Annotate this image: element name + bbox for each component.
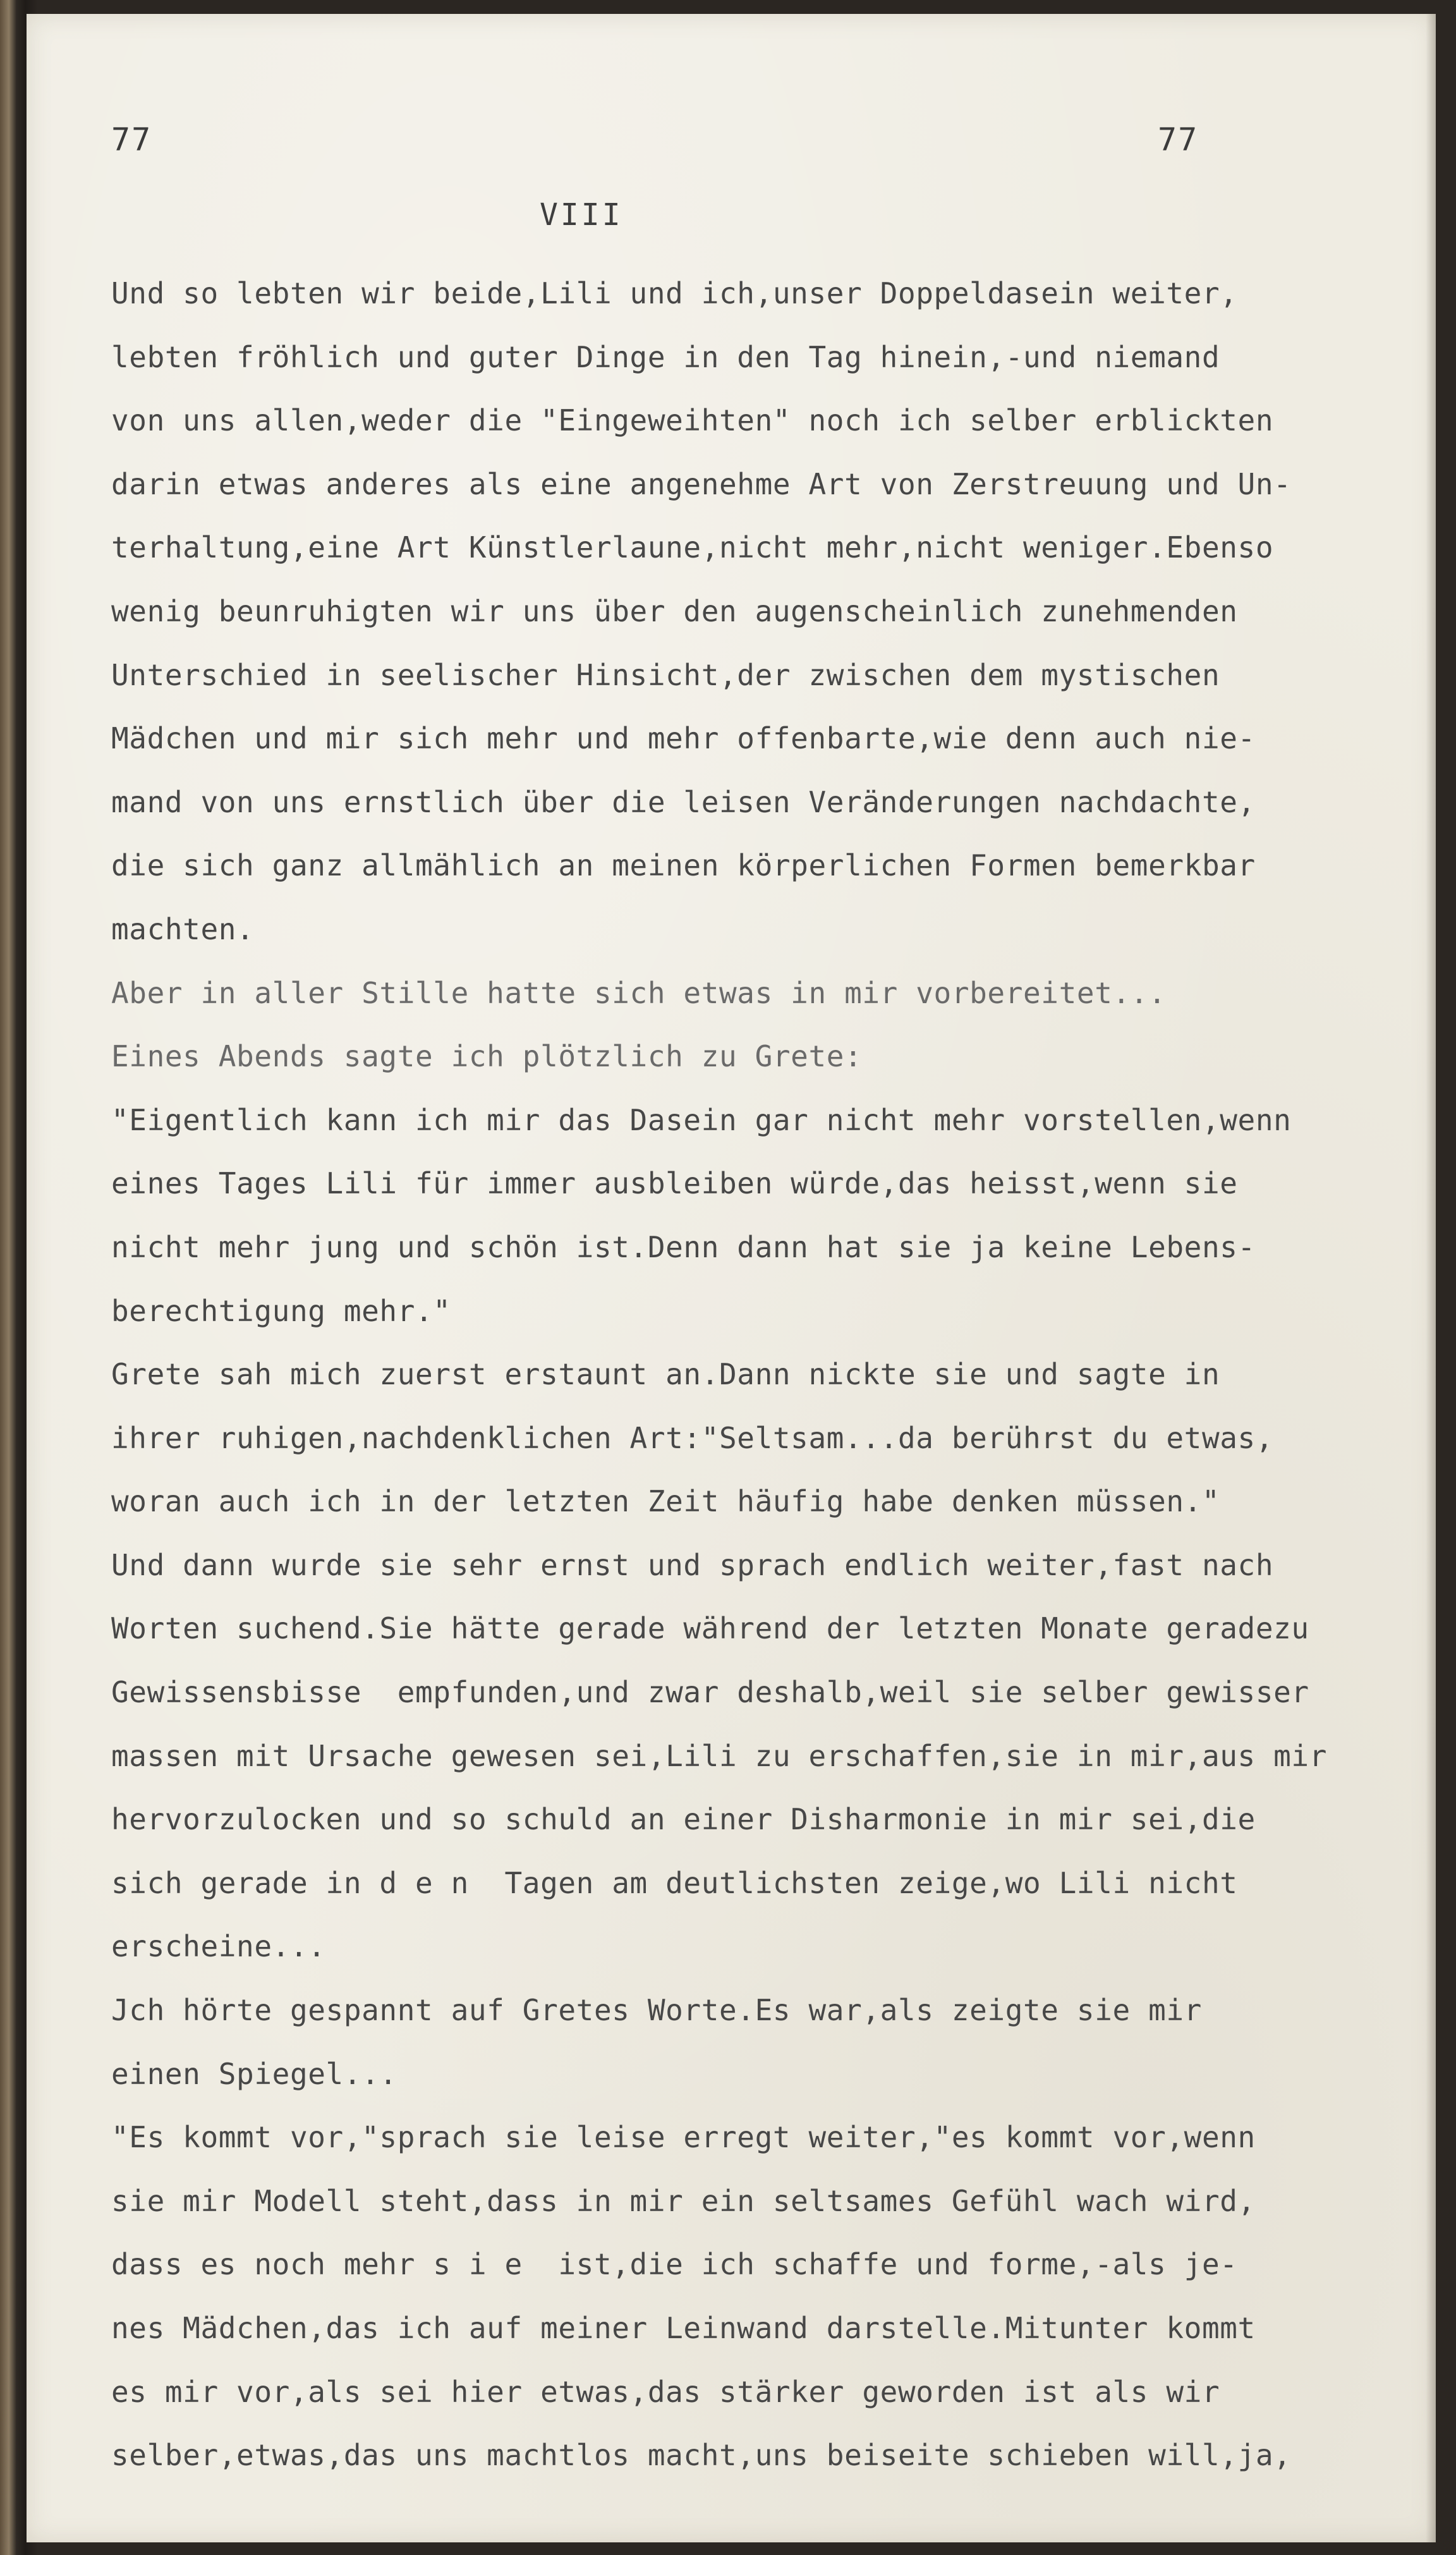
typewritten-page [27,14,1436,2542]
text-line: nicht mehr jung und schön ist.Denn dann hat sie ja keine Lebens- [111,1229,1256,1264]
text-line: eines Tages Lili für immer ausbleiben würde,das heisst,wenn sie [111,1166,1238,1201]
text-line: massen mit Ursache gewesen sei,Lili zu erschaffen,sie in mir,aus mir [111,1738,1328,1773]
text-line: Grete sah mich zuerst erstaunt an.Dann nickte sie und sagte in [111,1357,1220,1392]
page-edge-shadow [1426,14,1436,2542]
text-line: die sich ganz allmählich an meinen körperlichen Formen bemerkbar [111,848,1256,883]
text-line: nes Mädchen,das ich auf meiner Leinwand darstelle.Mitunter kommt [111,2311,1256,2345]
text-line: es mir vor,als sei hier etwas,das stärker geworden ist als wir [111,2374,1220,2409]
text-line: von uns allen,weder die "Eingeweihten" noch ich selber erblickten [111,403,1274,438]
text-line: woran auch ich in der letzten Zeit häufig habe denken müssen." [111,1484,1220,1519]
text-line: einen Spiegel... [111,2056,397,2091]
text-line: erscheine... [111,1929,326,1964]
text-line: "Es kommt vor,"sprach sie leise erregt weiter,"es kommt vor,wenn [111,2120,1256,2155]
text-line: Eines Abends sagte ich plötzlich zu Grete: [111,1039,863,1074]
text-line: mand von uns ernstlich über die leisen Veränderungen nachdachte, [111,784,1256,819]
text-line: selber,etwas,das uns machtlos macht,uns beiseite schieben will,ja, [111,2438,1292,2473]
text-line: Aber in aller Stille hatte sich etwas in mir vorbereitet... [111,975,1167,1010]
text-line: wenig beunruhigten wir uns über den augenscheinlich zunehmenden [111,594,1238,628]
text-line: berechtigung mehr." [111,1293,451,1328]
text-line: dass es noch mehr s i e ist,die ich schaffe und forme,-als je- [111,2247,1238,2282]
text-line: terhaltung,eine Art Künstlerlaune,nicht mehr,nicht weniger.Ebenso [111,530,1274,565]
text-line: "Eigentlich kann ich mir das Dasein gar nicht mehr vorstellen,wenn [111,1102,1292,1137]
text-line: ihrer ruhigen,nachdenklichen Art:"Seltsam...da berührst du etwas, [111,1420,1274,1455]
text-line: darin etwas anderes als eine angenehme Art von Zerstreuung und Un- [111,466,1292,501]
text-line: Und dann wurde sie sehr ernst und sprach endlich weiter,fast nach [111,1547,1274,1582]
text-line: Unterschied in seelischer Hinsicht,der zwischen dem mystischen [111,657,1220,692]
text-line: hervorzulocken und so schuld an einer Disharmonie in mir sei,die [111,1802,1256,1837]
text-line: Jch hörte gespannt auf Gretes Worte.Es war,als zeigte sie mir [111,1993,1202,2028]
text-line: Gewissensbisse empfunden,und zwar deshalb,weil sie selber gewisser [111,1675,1309,1710]
text-line: sie mir Modell steht,dass in mir ein seltsames Gefühl wach wird, [111,2183,1256,2218]
text-line: lebten fröhlich und guter Dinge in den Tag hinein,-und niemand [111,339,1220,374]
body-text [111,262,1426,2487]
text-line: machten. [111,912,255,946]
text-line: Und so lebten wir beide,Lili und ich,unser Doppeldasein weiter, [111,276,1238,310]
text-line: Worten suchend.Sie hätte gerade während der letzten Monate geradezu [111,1611,1309,1646]
text-line: Mädchen und mir sich mehr und mehr offenbarte,wie denn auch nie- [111,721,1256,756]
page-number-right: 77 [1158,121,1199,158]
text-line: sich gerade in d e n Tagen am deutlichsten zeige,wo Lili nicht [111,1865,1238,1900]
chapter-heading: VIII [540,197,623,233]
page-number-left: 77 [111,121,152,158]
